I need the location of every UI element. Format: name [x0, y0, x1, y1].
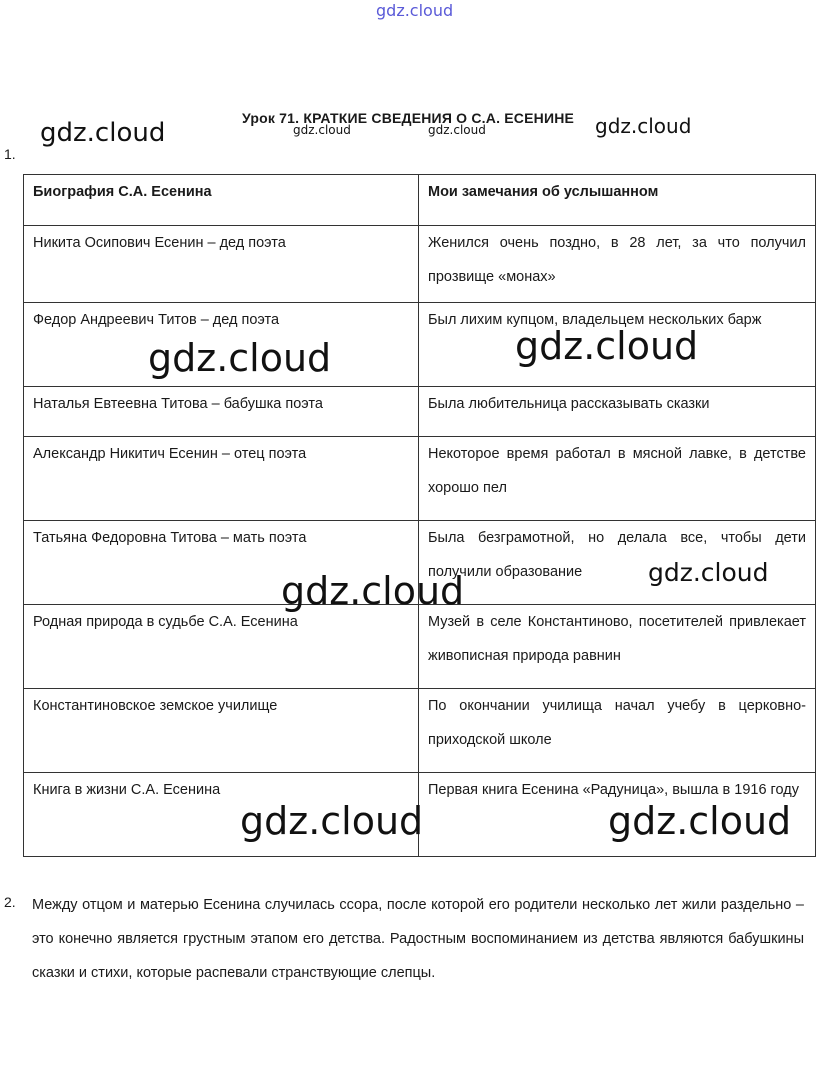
- table-row: [24, 605, 816, 689]
- watermark: gdz.cloud: [428, 123, 486, 137]
- task-2-number: 2.: [4, 894, 16, 910]
- table-cell-remark: Был лихим купцом, владельцем нескольких барж: [419, 303, 816, 387]
- biography-table: [23, 174, 816, 857]
- table-cell-subject: Никита Осипович Есенин – дед поэта: [24, 226, 419, 303]
- table-cell-remark: Первая книга Есенина «Радуница», вышла в 1916 году: [419, 773, 816, 857]
- table-row: [24, 689, 816, 773]
- watermark: gdz.cloud: [515, 324, 699, 368]
- table-cell-subject: Татьяна Федоровна Титова – мать поэта: [24, 521, 419, 605]
- table-cell-remark: Некоторое время работал в мясной лавке, в детстве хорошо пел: [419, 437, 816, 521]
- table-cell-subject: Родная природа в судьбе С.А. Есенина: [24, 605, 419, 689]
- table-cell-remark: Была любительница рассказывать сказки: [419, 387, 816, 437]
- page-title: Урок 71. КРАТКИЕ СВЕДЕНИЯ О С.А. ЕСЕНИНЕ: [242, 110, 575, 126]
- watermark: gdz.cloud: [148, 336, 332, 380]
- watermark: gdz.cloud: [240, 799, 424, 843]
- watermark: gdz.cloud: [608, 799, 792, 843]
- header-remarks: Мои замечания об услышанном: [419, 175, 816, 226]
- watermark: gdz.cloud: [281, 569, 465, 613]
- watermark: gdz.cloud: [648, 558, 769, 587]
- watermark: gdz.cloud: [293, 123, 351, 137]
- watermark: gdz.cloud: [40, 118, 166, 148]
- table-row: [24, 387, 816, 437]
- table-row: [24, 437, 816, 521]
- table-cell-subject: Книга в жизни С.А. Есенина: [24, 773, 419, 857]
- table-cell-remark: По окончании училища начал учебу в церковно-приходской школе: [419, 689, 816, 773]
- table-cell-remark: Женился очень поздно, в 28 лет, за что получил прозвище «монах»: [419, 226, 816, 303]
- table-cell-remark: Была безграмотной, но делала все, чтобы дети получили образование: [419, 521, 816, 605]
- table-cell-subject: Наталья Евтеевна Титова – бабушка поэта: [24, 387, 419, 437]
- task-2-text: Между отцом и матерью Есенина случилась ссора, после которой его родители несколько лет жили раздельно – это конечно является грустным этапом его детства. Радостным воспоминанием из детства являются бабушкины сказки и стихи, которые распевали странствующие слепцы.: [32, 897, 804, 981]
- watermark: gdz.cloud: [595, 114, 692, 138]
- task-1-number: 1.: [4, 146, 16, 162]
- table-cell-subject: Константиновское земское училище: [24, 689, 419, 773]
- table-row: [24, 226, 816, 303]
- table-cell-subject: Федор Андреевич Титов – дед поэта: [24, 303, 419, 387]
- table-header-row: [24, 175, 816, 226]
- table-cell-remark: Музей в селе Константиново, посетителей привлекает живописная природа равнин: [419, 605, 816, 689]
- table-cell-subject: Александр Никитич Есенин – отец поэта: [24, 437, 419, 521]
- watermark-top: gdz.cloud: [376, 1, 454, 20]
- header-biography: Биография С.А. Есенина: [24, 175, 419, 226]
